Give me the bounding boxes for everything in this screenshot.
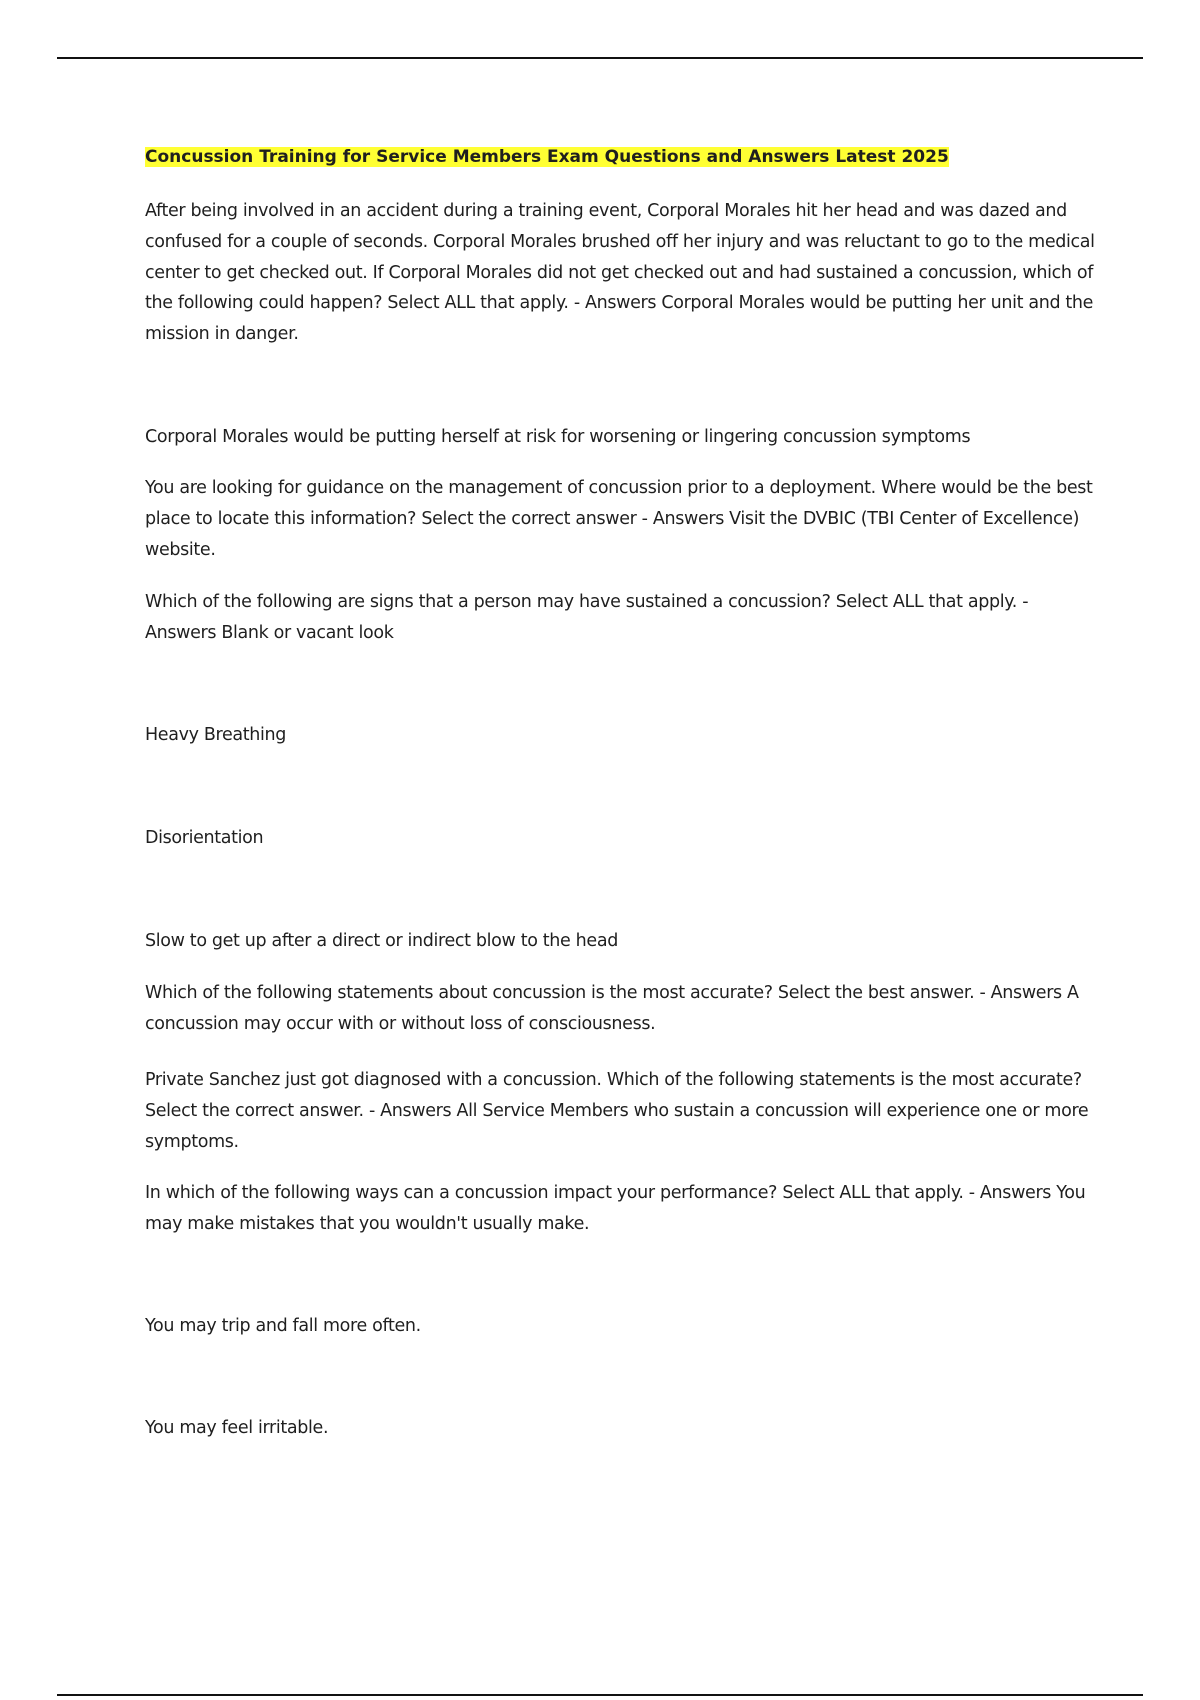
question-4-text: Which of the following statements about concussion is the most accurate? Select the best answer. - Answers A concussion may occur with or without loss of consciousness. bbox=[145, 983, 1079, 1034]
answer-6b-text: You may trip and fall more often. bbox=[145, 1316, 421, 1336]
top-page-rule bbox=[57, 57, 1143, 59]
question-6-text: In which of the following ways can a concussion impact your performance? Select ALL that apply. - Answers You may make mistakes that you wouldn't usually make. bbox=[145, 1183, 1086, 1234]
answer-3c-text: Disorientation bbox=[145, 828, 264, 848]
answer-3d-text: Slow to get up after a direct or indirect blow to the head bbox=[145, 931, 618, 951]
question-5-text: Private Sanchez just got diagnosed with a concussion. Which of the following statements is the most accurate? Select the correct answer. - Answers All Service Members who sustain a concussion will experience one or more symptoms. bbox=[145, 1070, 1089, 1152]
answer-3b-text: Heavy Breathing bbox=[145, 725, 286, 745]
bottom-page-rule bbox=[57, 1694, 1143, 1696]
answer-1b-text: Corporal Morales would be putting herself at risk for worsening or lingering concussion symptoms bbox=[145, 427, 971, 447]
document-title bbox=[145, 145, 949, 169]
question-1-text: After being involved in an accident during a training event, Corporal Morales hit her head and was dazed and confused for a couple of seconds. Corporal Morales brushed off her injury and was reluctant to go to the medical center to get checked out. If Corporal Morales did not get checked out and had sustained a concussion, which of the following could happen? Select ALL that apply. - Answers Corporal Morales would be putting her unit and the mission in danger. bbox=[145, 201, 1095, 345]
answer-6c-text: You may feel irritable. bbox=[145, 1418, 329, 1438]
question-3-text: Which of the following are signs that a person may have sustained a concussion? Select ALL that apply. - Answers Blank or vacant look bbox=[145, 592, 1029, 643]
title-highlight: Concussion Training for Service Members Exam Questions and Answers Latest 2025 bbox=[145, 147, 949, 167]
question-2-text: You are looking for guidance on the management of concussion prior to a deployment. Where would be the best place to locate this information? Select the correct answer - Answers Visit the DVBIC (TBI Center of Excellence) website. bbox=[145, 478, 1093, 560]
